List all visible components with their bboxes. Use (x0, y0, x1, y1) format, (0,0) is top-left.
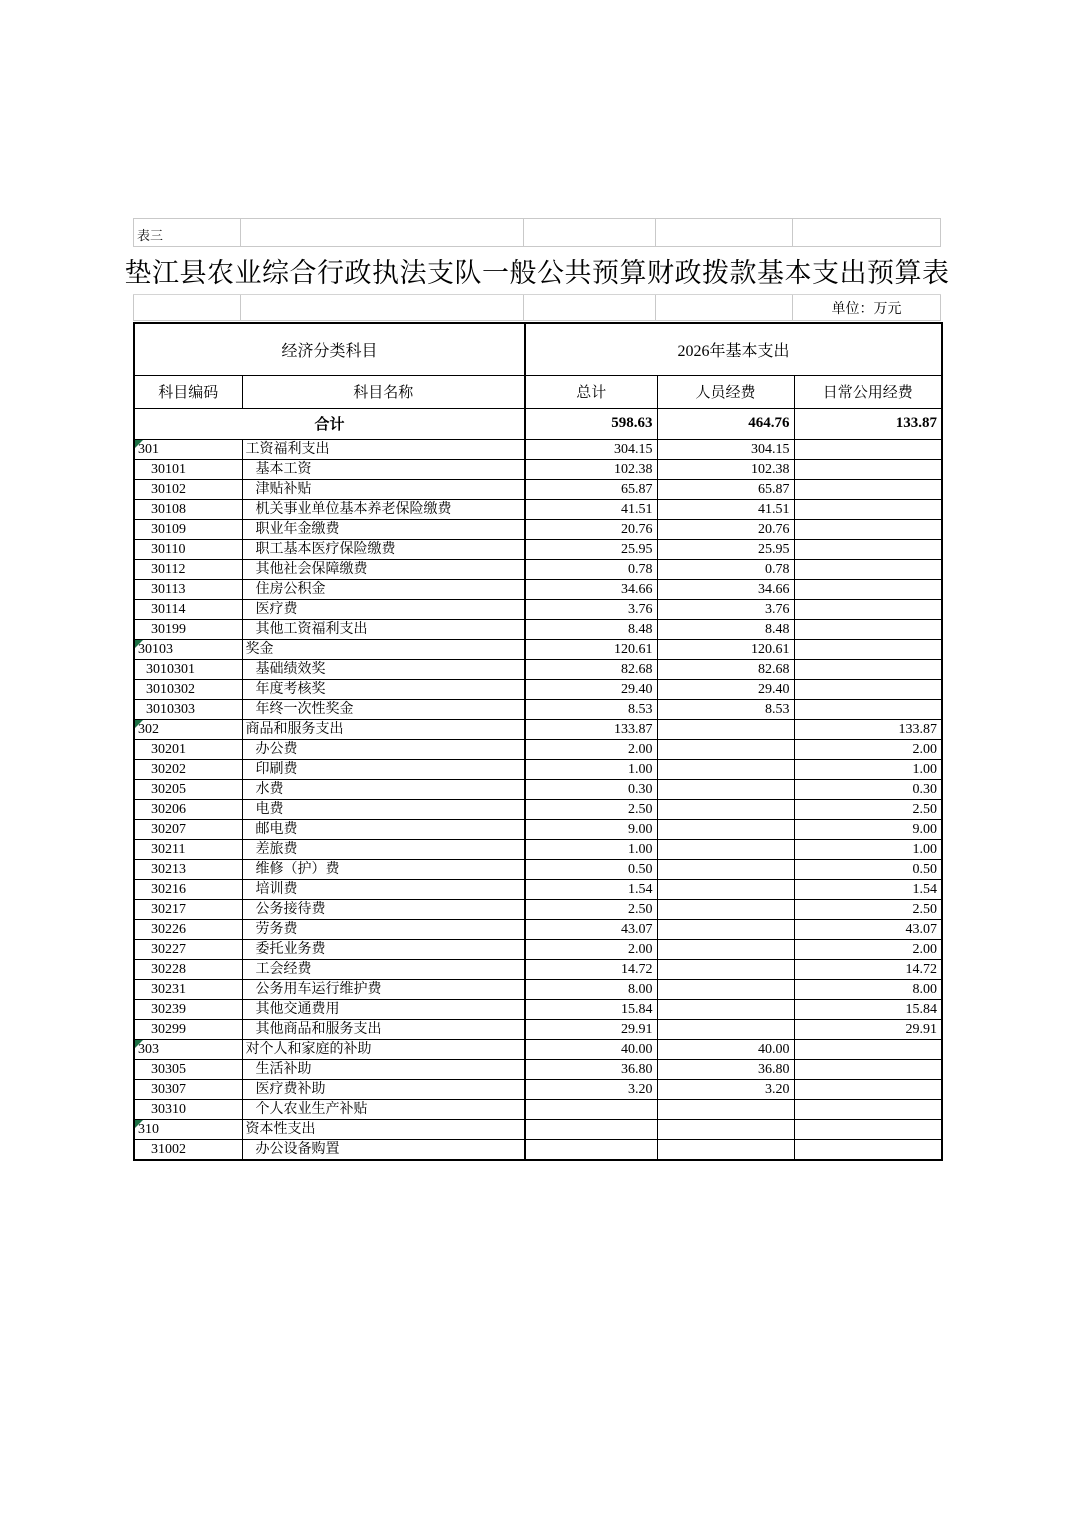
cell-total: 2.50 (525, 799, 657, 819)
cell-total: 34.66 (525, 579, 657, 599)
cell-subject-name: 委托业务费 (242, 939, 525, 959)
cell-personnel-funds: 29.40 (657, 679, 794, 699)
table-row (134, 719, 942, 739)
cell-total: 15.84 (525, 999, 657, 1019)
subject-code-text: 3010302 (146, 681, 195, 697)
subject-code-text: 3010301 (146, 661, 195, 677)
sheet (124, 218, 950, 1161)
cell-total (525, 1139, 657, 1160)
title-row (124, 247, 950, 295)
cell-subject-name: 奖金 (242, 639, 525, 659)
cell-subject-name: 差旅费 (242, 839, 525, 859)
table-row (134, 859, 942, 879)
cell-subject-name: 个人农业生产补贴 (242, 1099, 525, 1119)
cell-personnel-funds (657, 979, 794, 999)
cell-daily-public-funds (794, 1079, 942, 1099)
cell-daily-public-funds: 2.00 (794, 939, 942, 959)
cell-subject-code (134, 1139, 242, 1160)
subject-code-text: 30213 (151, 861, 186, 877)
cell-subject-name: 办公费 (242, 739, 525, 759)
cell-personnel-funds (657, 819, 794, 839)
cell-subject-code (134, 739, 242, 759)
unit-row (133, 295, 941, 322)
cell-subject-code (134, 759, 242, 779)
cell-personnel-funds: 25.95 (657, 539, 794, 559)
subject-code-text: 30305 (151, 1061, 186, 1077)
cell-daily-public-funds (794, 1059, 942, 1079)
table-row (134, 1099, 942, 1119)
cell-subject-code (134, 639, 242, 659)
cell-subject-code (134, 659, 242, 679)
cell-personnel-funds: 3.20 (657, 1079, 794, 1099)
cell-total: 1.00 (525, 759, 657, 779)
cell-subject-name: 住房公积金 (242, 579, 525, 599)
unit-note-cell (793, 295, 941, 321)
budget-table (133, 322, 943, 1161)
cell-subject-name: 其他交通费用 (242, 999, 525, 1019)
cell-subject-code (134, 1059, 242, 1079)
subject-code-text: 303 (138, 1041, 159, 1057)
cell-total: 0.50 (525, 859, 657, 879)
cell-subject-name: 印刷费 (242, 759, 525, 779)
subject-code-text: 30307 (151, 1081, 186, 1097)
table-row (134, 659, 942, 679)
subject-code-text: 301 (138, 441, 159, 457)
cell-personnel-funds (657, 799, 794, 819)
subject-code-text: 30231 (151, 981, 186, 997)
subject-code-text: 30207 (151, 821, 186, 837)
cell-total: 82.68 (525, 659, 657, 679)
cell-total (525, 1119, 657, 1139)
grand-total-row (134, 408, 942, 439)
cell-subject-code (134, 599, 242, 619)
cell-daily-public-funds: 8.00 (794, 979, 942, 999)
cell-subject-code (134, 699, 242, 719)
cell-total: 3.20 (525, 1079, 657, 1099)
cell-subject-code (134, 1099, 242, 1119)
subject-code-text: 30101 (151, 461, 186, 477)
subject-code-text: 30206 (151, 801, 186, 817)
empty-grid-cell (241, 219, 524, 247)
cell-daily-public-funds (794, 639, 942, 659)
cell-subject-name: 资本性支出 (242, 1119, 525, 1139)
cell-daily-public-funds: 29.91 (794, 1019, 942, 1039)
table-row (134, 1139, 942, 1160)
cell-personnel-funds (657, 959, 794, 979)
subject-code-text: 30112 (151, 561, 186, 577)
table-row (134, 1019, 942, 1039)
table-row (134, 679, 942, 699)
subject-code-text: 31002 (151, 1141, 186, 1157)
cell-personnel-funds: 34.66 (657, 579, 794, 599)
cell-total: 36.80 (525, 1059, 657, 1079)
cell-subject-code (134, 999, 242, 1019)
cell-personnel-funds: 120.61 (657, 639, 794, 659)
cell-subject-name: 工会经费 (242, 959, 525, 979)
cell-subject-code (134, 679, 242, 699)
cell-subject-name: 商品和服务支出 (242, 719, 525, 739)
cell-subject-name: 其他工资福利支出 (242, 619, 525, 639)
cell-daily-public-funds (794, 439, 942, 459)
cell-subject-code (134, 459, 242, 479)
cell-daily-public-funds (794, 1139, 942, 1160)
empty-grid-cell (656, 295, 793, 321)
subject-code-text: 3010303 (146, 701, 195, 717)
subject-code-text: 30113 (151, 581, 186, 597)
cell-personnel-funds: 40.00 (657, 1039, 794, 1059)
cell-subject-name: 对个人和家庭的补助 (242, 1039, 525, 1059)
col-header-total: 总计 (525, 375, 657, 408)
cell-personnel-funds (657, 999, 794, 1019)
cell-subject-name: 办公设备购置 (242, 1139, 525, 1160)
cell-daily-public-funds: 14.72 (794, 959, 942, 979)
subject-code-text: 30103 (138, 641, 173, 657)
cell-subject-name: 工资福利支出 (242, 439, 525, 459)
cell-daily-public-funds (794, 559, 942, 579)
table-row (134, 1039, 942, 1059)
subject-code-text: 30211 (151, 841, 186, 857)
subject-code-text: 30114 (151, 601, 186, 617)
table-row (134, 939, 942, 959)
cell-total: 0.78 (525, 559, 657, 579)
table-row (134, 759, 942, 779)
cell-daily-public-funds: 1.00 (794, 839, 942, 859)
table-row (134, 879, 942, 899)
cell-subject-code (134, 1079, 242, 1099)
cell-subject-name: 机关事业单位基本养老保险缴费 (242, 499, 525, 519)
cell-subject-code (134, 479, 242, 499)
subject-code-text: 302 (138, 721, 159, 737)
cell-personnel-funds (657, 1139, 794, 1160)
cell-daily-public-funds: 1.54 (794, 879, 942, 899)
empty-grid-cell (656, 219, 793, 247)
table-row (134, 459, 942, 479)
error-marker-icon (135, 1120, 143, 1128)
cell-subject-code (134, 799, 242, 819)
cell-subject-name: 邮电费 (242, 819, 525, 839)
cell-subject-name: 公务用车运行维护费 (242, 979, 525, 999)
cell-subject-code (134, 1019, 242, 1039)
header-basic-expenditure-2026: 2026年基本支出 (525, 323, 942, 375)
cell-total: 3.76 (525, 599, 657, 619)
cell-daily-public-funds (794, 579, 942, 599)
header-economic-classification: 经济分类科目 (134, 323, 525, 375)
cell-total: 65.87 (525, 479, 657, 499)
table-row (134, 499, 942, 519)
table-row (134, 739, 942, 759)
empty-grid-cell (524, 295, 656, 321)
cell-daily-public-funds (794, 659, 942, 679)
cell-personnel-funds (657, 939, 794, 959)
subject-code-text: 30299 (151, 1021, 186, 1037)
subject-code-text: 30226 (151, 921, 186, 937)
empty-grid-cell (793, 219, 941, 247)
cell-personnel-funds (657, 739, 794, 759)
cell-subject-name: 医疗费 (242, 599, 525, 619)
cell-daily-public-funds (794, 519, 942, 539)
subject-code-text: 30102 (151, 481, 186, 497)
empty-grid-cell (133, 295, 241, 321)
cell-daily-public-funds: 0.30 (794, 779, 942, 799)
cell-daily-public-funds (794, 499, 942, 519)
cell-daily-public-funds (794, 699, 942, 719)
cell-subject-name: 其他商品和服务支出 (242, 1019, 525, 1039)
cell-subject-code (134, 619, 242, 639)
table-row (134, 519, 942, 539)
cell-subject-name: 培训费 (242, 879, 525, 899)
error-marker-icon (135, 440, 143, 448)
sheet-label-cell (133, 219, 241, 247)
subject-code-text: 30216 (151, 881, 186, 897)
cell-subject-code (134, 879, 242, 899)
table-row (134, 699, 942, 719)
cell-subject-code (134, 959, 242, 979)
subject-code-text: 30108 (151, 501, 186, 517)
cell-subject-name: 维修（护）费 (242, 859, 525, 879)
subject-code-text: 30239 (151, 1001, 186, 1017)
cell-personnel-funds: 304.15 (657, 439, 794, 459)
cell-total: 8.48 (525, 619, 657, 639)
cell-personnel-funds: 20.76 (657, 519, 794, 539)
table-row (134, 979, 942, 999)
subject-code-text: 310 (138, 1121, 159, 1137)
cell-total: 29.40 (525, 679, 657, 699)
error-marker-icon (135, 1040, 143, 1048)
cell-personnel-funds: 3.76 (657, 599, 794, 619)
cell-total: 14.72 (525, 959, 657, 979)
cell-subject-name: 津贴补贴 (242, 479, 525, 499)
cell-total: 43.07 (525, 919, 657, 939)
cell-daily-public-funds (794, 619, 942, 639)
cell-daily-public-funds: 0.50 (794, 859, 942, 879)
subject-code-text: 30228 (151, 961, 186, 977)
table-row (134, 639, 942, 659)
cell-total: 20.76 (525, 519, 657, 539)
table-row (134, 779, 942, 799)
cell-subject-code (134, 779, 242, 799)
table-row (134, 559, 942, 579)
cell-personnel-funds: 36.80 (657, 1059, 794, 1079)
cell-subject-code (134, 1039, 242, 1059)
cell-daily-public-funds: 15.84 (794, 999, 942, 1019)
cell-total: 8.53 (525, 699, 657, 719)
grand-total-label: 合计 (134, 408, 525, 439)
cell-total: 304.15 (525, 439, 657, 459)
cell-total: 2.50 (525, 899, 657, 919)
cell-subject-name: 基础绩效奖 (242, 659, 525, 679)
subject-code-text: 30201 (151, 741, 186, 757)
cell-daily-public-funds: 2.50 (794, 899, 942, 919)
cell-subject-name: 电费 (242, 799, 525, 819)
cell-subject-code (134, 919, 242, 939)
cell-personnel-funds (657, 719, 794, 739)
cell-personnel-funds: 8.53 (657, 699, 794, 719)
error-marker-icon (135, 720, 143, 728)
cell-daily-public-funds (794, 1119, 942, 1139)
cell-subject-code (134, 939, 242, 959)
cell-personnel-funds: 65.87 (657, 479, 794, 499)
subject-code-text: 30310 (151, 1101, 186, 1117)
cell-daily-public-funds: 2.00 (794, 739, 942, 759)
cell-subject-code (134, 719, 242, 739)
cell-daily-public-funds (794, 599, 942, 619)
empty-grid-cell (524, 219, 656, 247)
table-row (134, 539, 942, 559)
cell-personnel-funds: 8.48 (657, 619, 794, 639)
col-header-daily-public-funds: 日常公用经费 (794, 375, 942, 408)
subject-code-text: 30110 (151, 541, 186, 557)
table-row (134, 479, 942, 499)
cell-daily-public-funds (794, 479, 942, 499)
cell-personnel-funds: 82.68 (657, 659, 794, 679)
cell-subject-code (134, 839, 242, 859)
cell-total: 102.38 (525, 459, 657, 479)
cell-total: 9.00 (525, 819, 657, 839)
subject-code-text: 30109 (151, 521, 186, 537)
table-row (134, 1079, 942, 1099)
cell-subject-name: 生活补助 (242, 1059, 525, 1079)
cell-total: 1.54 (525, 879, 657, 899)
subject-code-text: 30199 (151, 621, 186, 637)
cell-total: 0.30 (525, 779, 657, 799)
cell-subject-name: 公务接待费 (242, 899, 525, 919)
cell-subject-code (134, 819, 242, 839)
subject-code-text: 30205 (151, 781, 186, 797)
cell-personnel-funds (657, 899, 794, 919)
col-header-subject-name: 科目名称 (242, 375, 525, 408)
subject-code-text: 30217 (151, 901, 186, 917)
cell-subject-code (134, 539, 242, 559)
cell-daily-public-funds: 9.00 (794, 819, 942, 839)
subject-code-text: 30202 (151, 761, 186, 777)
cell-total: 41.51 (525, 499, 657, 519)
cell-total: 40.00 (525, 1039, 657, 1059)
cell-daily-public-funds (794, 1039, 942, 1059)
unit-note: 单位：万元 (831, 301, 902, 317)
table-row (134, 999, 942, 1019)
cell-subject-name: 年终一次性奖金 (242, 699, 525, 719)
cell-subject-code (134, 899, 242, 919)
table-row (134, 1059, 942, 1079)
cell-daily-public-funds: 1.00 (794, 759, 942, 779)
sheet-label-row (133, 218, 941, 247)
header-group-row (134, 323, 942, 375)
table-row (134, 1119, 942, 1139)
cell-subject-name: 医疗费补助 (242, 1079, 525, 1099)
cell-subject-code (134, 859, 242, 879)
cell-subject-code (134, 559, 242, 579)
cell-daily-public-funds (794, 1099, 942, 1119)
table-row (134, 839, 942, 859)
cell-daily-public-funds (794, 459, 942, 479)
cell-subject-code (134, 519, 242, 539)
cell-personnel-funds: 102.38 (657, 459, 794, 479)
cell-total: 2.00 (525, 739, 657, 759)
cell-daily-public-funds: 43.07 (794, 919, 942, 939)
cell-total (525, 1099, 657, 1119)
empty-grid-cell (241, 295, 524, 321)
table-row (134, 899, 942, 919)
table-row (134, 799, 942, 819)
col-header-personnel-funds: 人员经费 (657, 375, 794, 408)
cell-personnel-funds (657, 779, 794, 799)
cell-personnel-funds (657, 919, 794, 939)
grand-total-total: 598.63 (525, 408, 657, 439)
table-row (134, 919, 942, 939)
header-columns-row (134, 375, 942, 408)
table-body (134, 408, 942, 1160)
cell-subject-name: 水费 (242, 779, 525, 799)
cell-subject-code (134, 1119, 242, 1139)
table-row (134, 619, 942, 639)
page-title: 垫江县农业综合行政执法支队一般公共预算财政拨款基本支出预算表 (124, 258, 950, 288)
cell-daily-public-funds (794, 679, 942, 699)
cell-subject-name: 基本工资 (242, 459, 525, 479)
cell-subject-name: 劳务费 (242, 919, 525, 939)
cell-daily-public-funds: 2.50 (794, 799, 942, 819)
cell-subject-code (134, 499, 242, 519)
subject-code-text: 30227 (151, 941, 186, 957)
grand-total-daily: 133.87 (794, 408, 942, 439)
cell-total: 2.00 (525, 939, 657, 959)
cell-total: 120.61 (525, 639, 657, 659)
cell-personnel-funds (657, 759, 794, 779)
cell-total: 8.00 (525, 979, 657, 999)
sheet-label: 表三 (137, 228, 164, 243)
cell-personnel-funds: 0.78 (657, 559, 794, 579)
cell-total: 133.87 (525, 719, 657, 739)
table-row (134, 959, 942, 979)
table-row (134, 439, 942, 459)
table-row (134, 579, 942, 599)
cell-personnel-funds (657, 839, 794, 859)
cell-total: 1.00 (525, 839, 657, 859)
cell-daily-public-funds (794, 539, 942, 559)
error-marker-icon (135, 640, 143, 648)
cell-subject-name: 年度考核奖 (242, 679, 525, 699)
cell-personnel-funds (657, 859, 794, 879)
cell-subject-name: 职业年金缴费 (242, 519, 525, 539)
cell-personnel-funds (657, 879, 794, 899)
cell-personnel-funds (657, 1099, 794, 1119)
cell-total: 25.95 (525, 539, 657, 559)
cell-subject-name: 职工基本医疗保险缴费 (242, 539, 525, 559)
cell-subject-name: 其他社会保障缴费 (242, 559, 525, 579)
cell-personnel-funds (657, 1119, 794, 1139)
grand-total-personnel: 464.76 (657, 408, 794, 439)
cell-daily-public-funds: 133.87 (794, 719, 942, 739)
table-row (134, 819, 942, 839)
table-row (134, 599, 942, 619)
cell-total: 29.91 (525, 1019, 657, 1039)
cell-subject-code (134, 579, 242, 599)
cell-subject-code (134, 439, 242, 459)
cell-personnel-funds: 41.51 (657, 499, 794, 519)
cell-personnel-funds (657, 1019, 794, 1039)
cell-subject-code (134, 979, 242, 999)
col-header-subject-code: 科目编码 (134, 375, 242, 408)
